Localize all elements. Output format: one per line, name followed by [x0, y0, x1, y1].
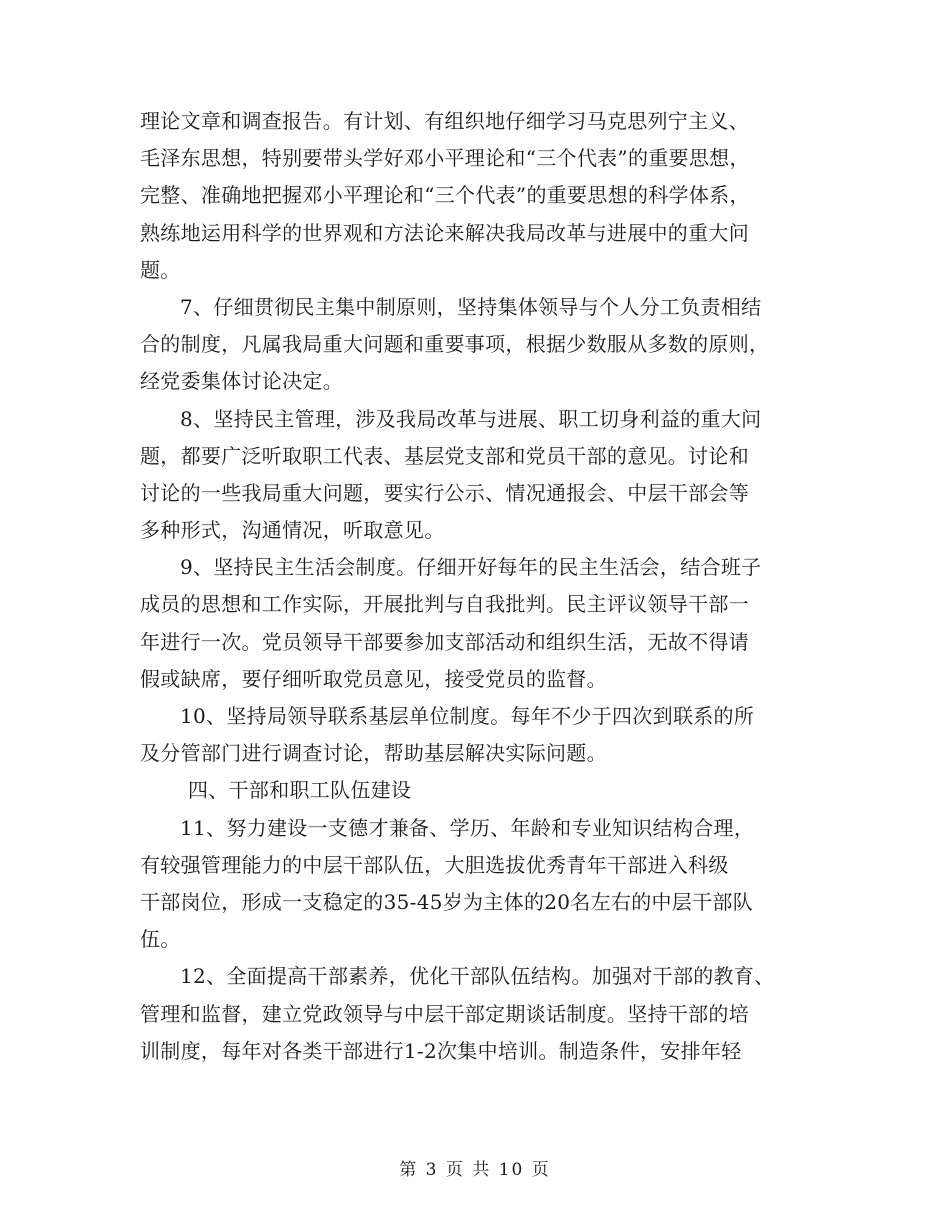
text-line: 毛泽东思想，特别要带头学好邓小平理论和“三个代表”的重要思想， [140, 146, 750, 171]
text-line: 合的制度，凡属我局重大问题和重要事项，根据少数服从多数的原则， [140, 332, 770, 357]
paragraph-item-9 [140, 549, 810, 698]
text-line: 经党委集体讨论决定。 [140, 369, 343, 394]
text-line: 成员的思想和工作实际，开展批判与自我批判。民主评议领导干部一 [140, 592, 749, 617]
page-footer [0, 1155, 950, 1180]
paragraph-item-8 [140, 401, 810, 550]
text-line: 假或缺席，要仔细听取党员意见，接受党员的监督。 [140, 666, 607, 691]
text-line: 年进行一次。党员领导干部要参加支部活动和组织生活，无故不得请 [140, 629, 749, 654]
section-heading [140, 772, 810, 809]
text-line: 10、坚持局领导联系基层单位制度。每年不少于四次到联系的所 [180, 704, 755, 728]
text-line: 干部岗位，形成一支稳定的35-45岁为主体的20名左右的中层干部队 [140, 889, 754, 914]
text-line: 讨论的一些我局重大问题，要实行公示、情况通报会、中层干部会等 [140, 480, 749, 505]
document-body [140, 103, 810, 1070]
text-line: 7、仔细贯彻民主集中制原则，坚持集体领导与个人分工负责相结 [180, 294, 762, 319]
paragraph-continuation [140, 103, 810, 289]
text-line: 管理和监督，建立党政领导与中层干部定期谈话制度。坚持干部的培 [140, 1001, 749, 1026]
section-heading-text: 四、干部和职工队伍建设 [188, 778, 412, 803]
text-line: 多种形式，沟通情况，听取意见。 [140, 518, 445, 543]
paragraph-item-12 [140, 958, 810, 1070]
text-line: 训制度，每年对各类干部进行1-2次集中培训。制造条件，安排年轻 [140, 1038, 742, 1063]
text-line: 9、坚持民主生活会制度。仔细开好每年的民主生活会，结合班子 [180, 555, 762, 580]
text-line: 题，都要广泛听取职工代表、基层党支部和党员干部的意见。讨论和 [140, 443, 749, 468]
text-line: 伍。 [140, 927, 181, 952]
text-line: 题。 [140, 257, 181, 282]
text-line: 及分管部门进行调查讨论，帮助基层解决实际问题。 [140, 741, 607, 766]
paragraph-item-7 [140, 289, 810, 401]
text-line: 8、坚持民主管理，涉及我局改革与进展、职工切身利益的重大问 [180, 406, 762, 431]
text-line: 完整、准确地把握邓小平理论和“三个代表”的重要思想的科学体系， [140, 183, 750, 208]
paragraph-item-11 [140, 810, 810, 959]
page-number-label: 第 3 页 共 10 页 [399, 1160, 551, 1180]
text-line: 有较强管理能力的中层干部队伍，大胆选拔优秀青年干部进入科级 [140, 852, 729, 877]
paragraph-item-10 [140, 698, 810, 772]
text-line: 熟练地运用科学的世界观和方法论来解决我局改革与进展中的重大问 [140, 220, 749, 245]
text-line: 11、努力建设一支德才兼备、学历、年龄和专业知识结构合理， [180, 815, 755, 840]
text-line: 理论文章和调查报告。有计划、有组织地仔细学习马克思列宁主义、 [140, 109, 749, 133]
text-line: 12、全面提高干部素养，优化干部队伍结构。加强对干部的教育、 [180, 964, 775, 989]
